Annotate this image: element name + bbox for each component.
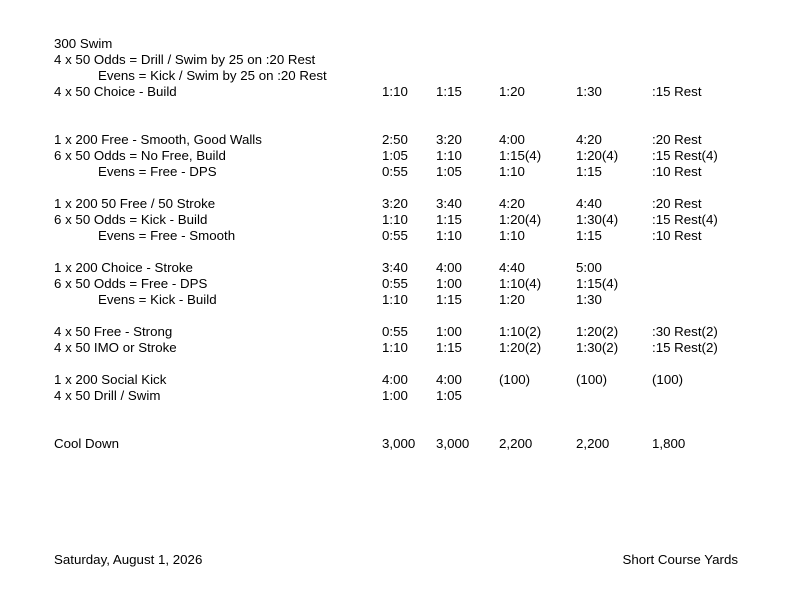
interval-cell-5: :20 Rest [652,196,702,211]
interval-cell-3: 1:10 [499,164,525,179]
set-description: Evens = Kick - Build [98,292,217,307]
workout-row [0,196,792,212]
interval-cell-5: :15 Rest(2) [652,340,718,355]
set-description: 6 x 50 Odds = No Free, Build [54,148,226,163]
workout-date: Saturday, August 1, 2026 [54,552,203,567]
interval-cell-5: :15 Rest(4) [652,148,718,163]
interval-cell-2: 1:15 [436,340,462,355]
interval-cell-3: 1:20 [499,84,525,99]
interval-cell-3: 4:40 [499,260,525,275]
workout-row [0,260,792,276]
interval-cell-1: 3:20 [382,196,408,211]
interval-cell-3: 4:00 [499,132,525,147]
set-description: Evens = Kick / Swim by 25 on :20 Rest [98,68,327,83]
course-type: Short Course Yards [622,552,738,567]
workout-row [0,372,792,388]
workout-row [0,68,792,84]
workout-row [0,164,792,180]
interval-cell-5: :15 Rest [652,84,702,99]
interval-cell-3: 1:15(4) [499,148,542,163]
interval-cell-4: 1:15(4) [576,276,619,291]
set-description: 4 x 50 IMO or Stroke [54,340,177,355]
interval-cell-4: 1:30 [576,84,602,99]
set-description: 1 x 200 50 Free / 50 Stroke [54,196,216,211]
interval-cell-2: 3:20 [436,132,462,147]
interval-cell-3: 2,200 [499,436,533,451]
interval-cell-1: 1:10 [382,292,408,307]
workout-row [0,276,792,292]
interval-cell-3: 1:20 [499,292,525,307]
interval-cell-5: 1,800 [652,436,686,451]
interval-cell-4: 1:20(2) [576,324,619,339]
interval-cell-4: 1:30 [576,292,602,307]
interval-cell-2: 1:10 [436,228,462,243]
interval-cell-1: 3:40 [382,260,408,275]
interval-cell-4: 4:40 [576,196,602,211]
interval-cell-5: :20 Rest [652,132,702,147]
workout-row [0,324,792,340]
set-description: 6 x 50 Odds = Free - DPS [54,276,208,291]
workout-row [0,148,792,164]
interval-cell-2: 4:00 [436,260,462,275]
interval-cell-4: 2,200 [576,436,610,451]
set-description: 4 x 50 Odds = Drill / Swim by 25 on :20 Rest [54,52,316,67]
interval-cell-3: 1:20(4) [499,212,542,227]
interval-cell-2: 3,000 [436,436,470,451]
set-description: 1 x 200 Social Kick [54,372,167,387]
workout-row [0,340,792,356]
workout-row [0,84,792,100]
interval-cell-1: 0:55 [382,164,408,179]
workout-row [0,212,792,228]
set-description: 1 x 200 Choice - Stroke [54,260,193,275]
interval-cell-4: (100) [576,372,608,387]
workout-row [0,436,792,452]
interval-cell-5: :15 Rest(4) [652,212,718,227]
interval-cell-2: 4:00 [436,372,462,387]
interval-cell-3: 4:20 [499,196,525,211]
set-description: 4 x 50 Drill / Swim [54,388,161,403]
set-description: 4 x 50 Choice - Build [54,84,177,99]
interval-cell-4: 1:20(4) [576,148,619,163]
interval-cell-2: 3:40 [436,196,462,211]
workout-row [0,36,792,52]
interval-cell-2: 1:05 [436,388,462,403]
interval-cell-5: :10 Rest [652,164,702,179]
interval-cell-4: 1:15 [576,228,602,243]
set-description: Evens = Free - DPS [98,164,217,179]
interval-cell-1: 4:00 [382,372,408,387]
interval-cell-3: (100) [499,372,531,387]
interval-cell-5: :10 Rest [652,228,702,243]
interval-cell-2: 1:15 [436,292,462,307]
interval-cell-1: 1:10 [382,84,408,99]
workout-row [0,132,792,148]
interval-cell-4: 1:15 [576,164,602,179]
interval-cell-5: (100) [652,372,684,387]
interval-cell-3: 1:10(4) [499,276,542,291]
interval-cell-4: 1:30(2) [576,340,619,355]
interval-cell-2: 1:00 [436,276,462,291]
set-description: Cool Down [54,436,120,451]
interval-cell-2: 1:05 [436,164,462,179]
interval-cell-2: 1:15 [436,84,462,99]
interval-cell-1: 0:55 [382,324,408,339]
interval-cell-1: 0:55 [382,228,408,243]
workout-row [0,292,792,308]
interval-cell-4: 1:30(4) [576,212,619,227]
set-description: Evens = Free - Smooth [98,228,236,243]
interval-cell-3: 1:10(2) [499,324,542,339]
interval-cell-1: 0:55 [382,276,408,291]
set-description: 1 x 200 Free - Smooth, Good Walls [54,132,262,147]
interval-cell-2: 1:15 [436,212,462,227]
interval-cell-1: 1:10 [382,212,408,227]
interval-cell-1: 1:05 [382,148,408,163]
interval-cell-2: 1:10 [436,148,462,163]
interval-cell-4: 4:20 [576,132,602,147]
workout-row [0,228,792,244]
interval-cell-3: 1:20(2) [499,340,542,355]
interval-cell-1: 1:00 [382,388,408,403]
interval-cell-1: 2:50 [382,132,408,147]
interval-cell-2: 1:00 [436,324,462,339]
set-description: 300 Swim [54,36,113,51]
workout-row [0,388,792,404]
workout-row [0,52,792,68]
interval-cell-4: 5:00 [576,260,602,275]
interval-cell-1: 3,000 [382,436,416,451]
interval-cell-1: 1:10 [382,340,408,355]
set-description: 4 x 50 Free - Strong [54,324,173,339]
set-description: 6 x 50 Odds = Kick - Build [54,212,208,227]
interval-cell-5: :30 Rest(2) [652,324,718,339]
interval-cell-3: 1:10 [499,228,525,243]
